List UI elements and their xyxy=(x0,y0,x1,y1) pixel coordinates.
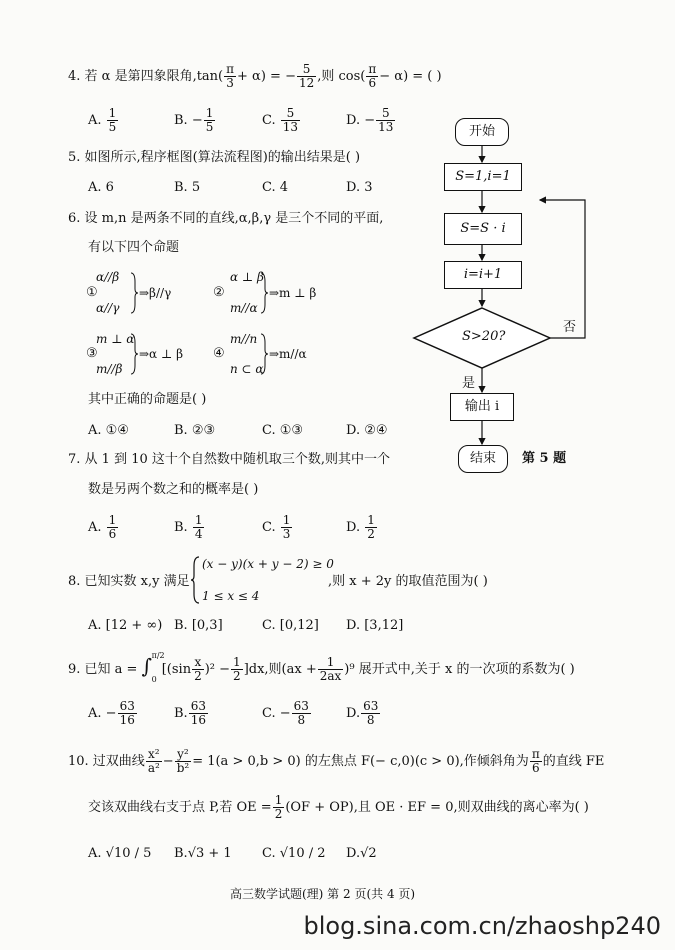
q6-p4-b: n ⊂ α xyxy=(230,362,264,376)
q6-stem-line1: 6. 设 m,n 是两条不同的直线,α,β,γ 是三个不同的平面, xyxy=(68,211,384,226)
q6-ask: 其中正确的命题是( ) xyxy=(88,392,207,407)
q7-stem-line2: 数是另两个数之和的概率是( ) xyxy=(88,482,259,497)
flow-no-label: 否 xyxy=(563,320,577,335)
q6-p1-num: ① xyxy=(86,285,98,300)
q6-p1-a: α//β xyxy=(96,270,120,284)
frac-5-12: $\frac{5}{12}$ xyxy=(298,62,315,90)
q8-condition-1: (x − y)(x + y − 2) ≥ 0 xyxy=(202,557,334,571)
q7-stem-line1: 7. 从 1 到 10 这十个自然数中随机取三个数,则其中一个 xyxy=(68,452,391,467)
q5-stem: 5. 如图所示,程序框图(算法流程图)的输出结果是( ) xyxy=(68,150,361,165)
q6-p1-brace xyxy=(130,272,138,314)
q6-option-c[interactable]: C. ①③ xyxy=(262,423,304,438)
q6-option-b[interactable]: B. ②③ xyxy=(174,423,216,438)
q8-option-b[interactable]: B. [0,3] xyxy=(174,618,223,633)
q4-option-d[interactable]: D. − $\frac{5}{13}$ xyxy=(346,106,394,134)
q4-option-a[interactable]: A. $\frac{1}{5}$ xyxy=(88,106,117,134)
flow-multiply: S=S · i xyxy=(444,213,522,245)
q7-option-c[interactable]: C. $\frac{1}{3}$ xyxy=(262,513,291,541)
flow-start: 开始 xyxy=(455,118,509,146)
flow-condition: S>20? xyxy=(462,329,506,344)
q6-p4-conclusion: ⇒m//α xyxy=(269,347,307,361)
q8-option-d[interactable]: D. [3,12] xyxy=(346,618,404,633)
q5-option-c[interactable]: C. 4 xyxy=(262,180,289,195)
q8-stem: 8. 已知实数 x,y 满足 xyxy=(68,574,190,589)
q5-option-d[interactable]: D. 3 xyxy=(346,180,373,195)
flow-init: S=1,i=1 xyxy=(444,163,522,191)
flow-end: 结束 xyxy=(458,445,508,473)
q6-p4-num: ④ xyxy=(213,346,225,361)
frac-pi6: $\frac{\pi}{6}$ xyxy=(368,62,377,90)
q4-option-c[interactable]: C. $\frac{5}{13}$ xyxy=(262,106,299,134)
q8-option-a[interactable]: A. [12 + ∞) xyxy=(88,618,163,633)
q6-p4-brace xyxy=(260,333,268,375)
q6-p2-brace xyxy=(260,272,268,314)
q10-option-b[interactable]: B.√3 + 1 xyxy=(174,846,232,861)
q9-option-b[interactable]: B. $\frac{63}{16}$ xyxy=(174,699,206,727)
flow-caption: 第 5 题 xyxy=(522,451,567,466)
flow-output: 输出 i xyxy=(450,393,514,421)
q6-p3-b: m//β xyxy=(96,362,123,376)
integral-sign: ∫ π/2 0 xyxy=(141,651,165,684)
q6-option-a[interactable]: A. ①④ xyxy=(88,423,129,438)
q6-p3-a: m ⊥ α xyxy=(96,332,135,346)
q7-option-b[interactable]: B. $\frac{1}{4}$ xyxy=(174,513,203,541)
q4-stem: 4. 若 α 是第四象限角,tan( $\frac{\pi}{3}$ + α) = − $\frac{5}{12}$ ,则 cos( $\frac{\pi}{6}$ − α) = ( ) xyxy=(68,62,442,90)
q7-option-d[interactable]: D. $\frac{1}{2}$ xyxy=(346,513,375,541)
q9-option-d[interactable]: D. $\frac{63}{8}$ xyxy=(346,699,379,727)
q6-p1-conclusion: ⇒β//γ xyxy=(139,286,172,300)
q6-p3-brace xyxy=(130,333,138,375)
q6-p2-num: ② xyxy=(213,285,225,300)
q9-option-a[interactable]: A. − $\frac{63}{16}$ xyxy=(88,699,135,727)
q7-option-a[interactable]: A. $\frac{1}{6}$ xyxy=(88,513,117,541)
q6-p3-num: ③ xyxy=(86,346,98,361)
q5-option-a[interactable]: A. 6 xyxy=(88,180,114,195)
q8-option-c[interactable]: C. [0,12] xyxy=(262,618,319,633)
q6-p4-a: m//n xyxy=(230,332,258,346)
q5-option-b[interactable]: B. 5 xyxy=(174,180,201,195)
page-footer: 高三数学试题(理) 第 2 页(共 4 页) xyxy=(230,887,416,901)
q9-option-c[interactable]: C. − $\frac{63}{8}$ xyxy=(262,699,309,727)
q6-p2-a: α ⊥ β xyxy=(230,270,264,284)
q8-condition-2: 1 ≤ x ≤ 4 xyxy=(202,589,260,603)
q10-option-d[interactable]: D.√2 xyxy=(346,846,377,861)
watermark: blog.sina.com.cn/zhaoshp240 xyxy=(303,912,661,940)
flow-yes-label: 是 xyxy=(462,376,476,391)
q6-option-d[interactable]: D. ②④ xyxy=(346,423,388,438)
flow-increment: i=i+1 xyxy=(444,261,522,289)
q6-p2-b: m//α xyxy=(230,301,258,315)
q9-stem: 9. 已知 a = ∫ π/2 0 [(sin $\frac{x}{2}$ )² − $\frac{1}{2}$ ]dx,则(ax + $\frac{1}{2ax}$ )⁹ 展开式中,关于 x 的一次项的系数为( ) xyxy=(68,651,575,684)
q6-p2-conclusion: ⇒m ⊥ β xyxy=(269,286,317,300)
q6-p1-b: α//γ xyxy=(96,301,120,315)
q4-option-b[interactable]: B. − $\frac{1}{5}$ xyxy=(174,106,214,134)
q10-option-a[interactable]: A. √10 / 5 xyxy=(88,846,152,861)
q10-option-c[interactable]: C. √10 / 2 xyxy=(262,846,326,861)
q10-stem-line2: 交该双曲线右支于点 P,若 OE = $\frac{1}{2}$ (OF + OP),且 OE · EF = 0,则双曲线的离心率为( ) xyxy=(88,793,589,821)
q6-stem-line2: 有以下四个命题 xyxy=(88,240,180,255)
frac-pi3: $\frac{\pi}{3}$ xyxy=(226,62,235,90)
q6-p3-conclusion: ⇒α ⊥ β xyxy=(139,347,184,361)
q10-stem-line1: 10. 过双曲线 $\frac{\text{x²}}{\text{a²}}$ − $\frac{\text{y²}}{\text{b²}}$ = 1(a > 0,b > 0) 的左焦点 F(− c,0)(c > 0),作倾斜角为 $\frac{\pi}{6}$ 的直线 FE xyxy=(68,747,605,775)
q8-stem-end: ,则 x + 2y 的取值范围为( ) xyxy=(328,574,488,589)
q8-system-brace xyxy=(190,556,200,604)
